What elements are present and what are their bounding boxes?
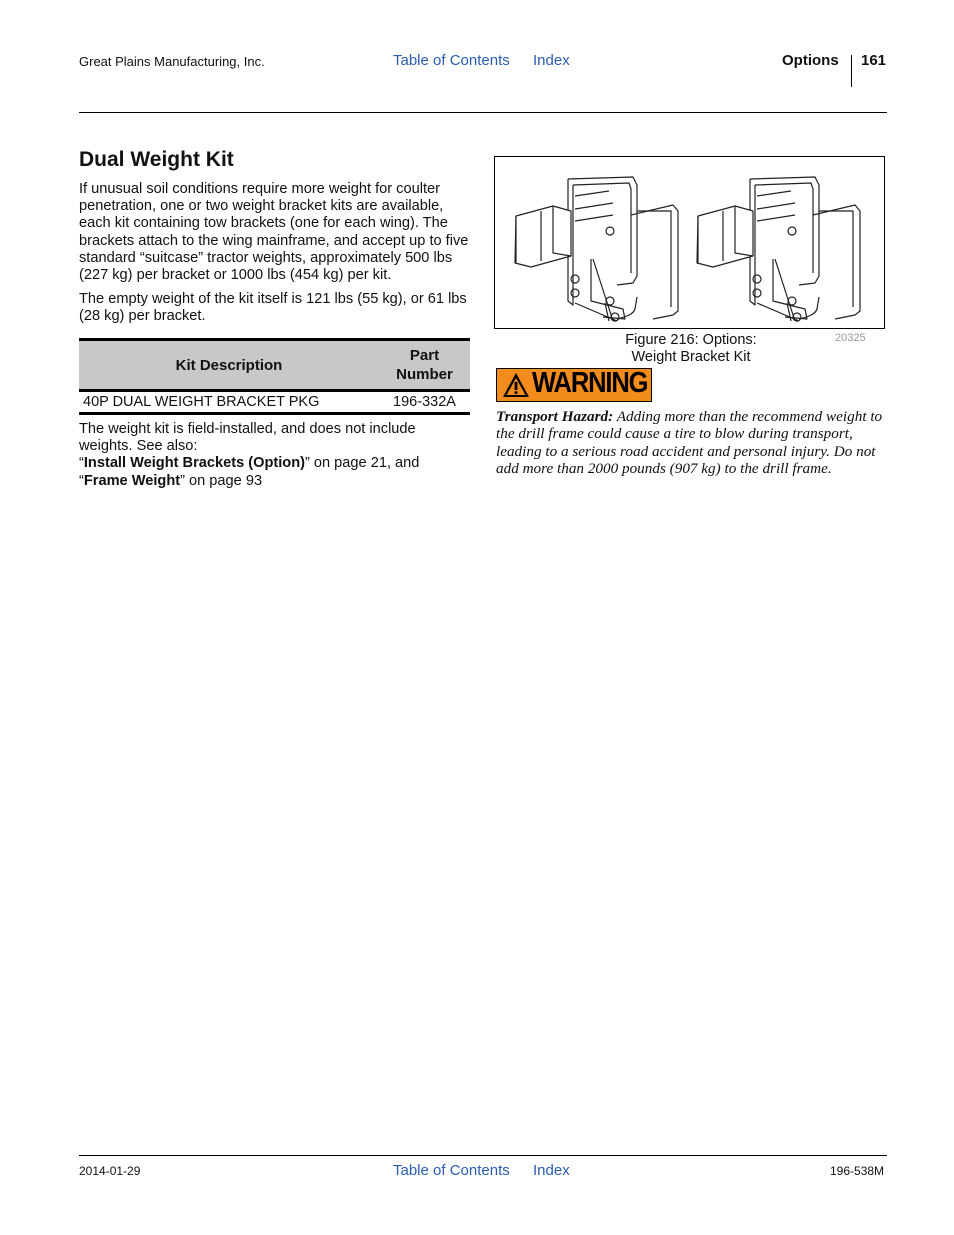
kit-table-header-row <box>79 340 470 391</box>
see-also-paragraph <box>79 421 471 490</box>
col-header-description: Kit Description <box>79 340 379 391</box>
ref1-page: ” on page 21, and <box>304 455 420 472</box>
weight-bracket-figure <box>494 156 885 329</box>
warning-label: WARNING <box>532 367 648 399</box>
see-also-intro: The weight kit is field-installed, and does not include weights. See also: <box>79 421 416 455</box>
warning-lead: Transport Hazard: <box>496 408 614 425</box>
header-rule <box>79 112 887 113</box>
kit-weight-paragraph: The empty weight of the kit itself is 121 lbs (55 kg), or 61 lbs (28 kg) per bracket. <box>79 291 467 325</box>
quote-open: “ <box>79 472 84 489</box>
kit-table <box>79 338 470 415</box>
header-index-link[interactable]: Index <box>533 52 570 69</box>
footer-toc-link[interactable]: Table of Contents <box>393 1162 510 1179</box>
bracket-left <box>515 177 678 321</box>
part-number-header-text: Part Number <box>396 347 453 383</box>
warning-body: Adding more than the recommend weight to the drill frame could cause a tire to blow during transport, leading to a serious road accident and personal injury. Do not add more than 2000 pounds (907 kg) to the drill frame. <box>496 408 883 478</box>
intro-paragraph: If unusual soil conditions require more weight for coulter penetration, one or two weight bracket kits are available, each kit containing tow brackets (one for each wing). The brackets attach to the wing mainframe, and accept up to five standard “suitcase” tractor weights, approximately 500 lbs (227 kg) per bracket or 1000 lbs (454 kg) per kit. <box>79 181 469 284</box>
footer-rule <box>79 1155 887 1156</box>
ref2-page: ” on page 93 <box>180 472 263 489</box>
warning-triangle-icon <box>501 370 531 400</box>
footer-index-link[interactable]: Index <box>533 1162 570 1179</box>
frame-weight-link[interactable]: Frame Weight <box>83 472 181 489</box>
header-toc-link[interactable]: Table of Contents <box>393 52 510 69</box>
weight-bracket-illustration <box>495 157 884 328</box>
figure-caption <box>600 332 782 367</box>
section-name: Options <box>782 52 839 69</box>
figure-id: 20325 <box>835 332 866 344</box>
bracket-right <box>697 177 860 321</box>
quote-open: “ <box>79 455 84 472</box>
col-header-part-number <box>379 340 470 391</box>
part-number-cell: 196-332A <box>379 391 470 414</box>
figure-caption-line1: Figure 216: Options: <box>625 332 757 348</box>
header-divider <box>851 55 852 87</box>
page-number: 161 <box>861 52 887 69</box>
company-name: Great Plains Manufacturing, Inc. <box>79 54 265 69</box>
footer-date: 2014-01-29 <box>79 1164 141 1178</box>
figure-caption-line2: Weight Bracket Kit <box>631 349 751 366</box>
page-title: Dual Weight Kit <box>79 148 234 171</box>
kit-description-cell: 40P DUAL WEIGHT BRACKET PKG <box>79 391 379 414</box>
warning-paragraph <box>496 408 890 478</box>
document-number: 196-538M <box>830 1164 885 1178</box>
table-row <box>79 391 470 414</box>
install-weight-brackets-link[interactable]: Install Weight Brackets (Option) <box>83 455 305 472</box>
